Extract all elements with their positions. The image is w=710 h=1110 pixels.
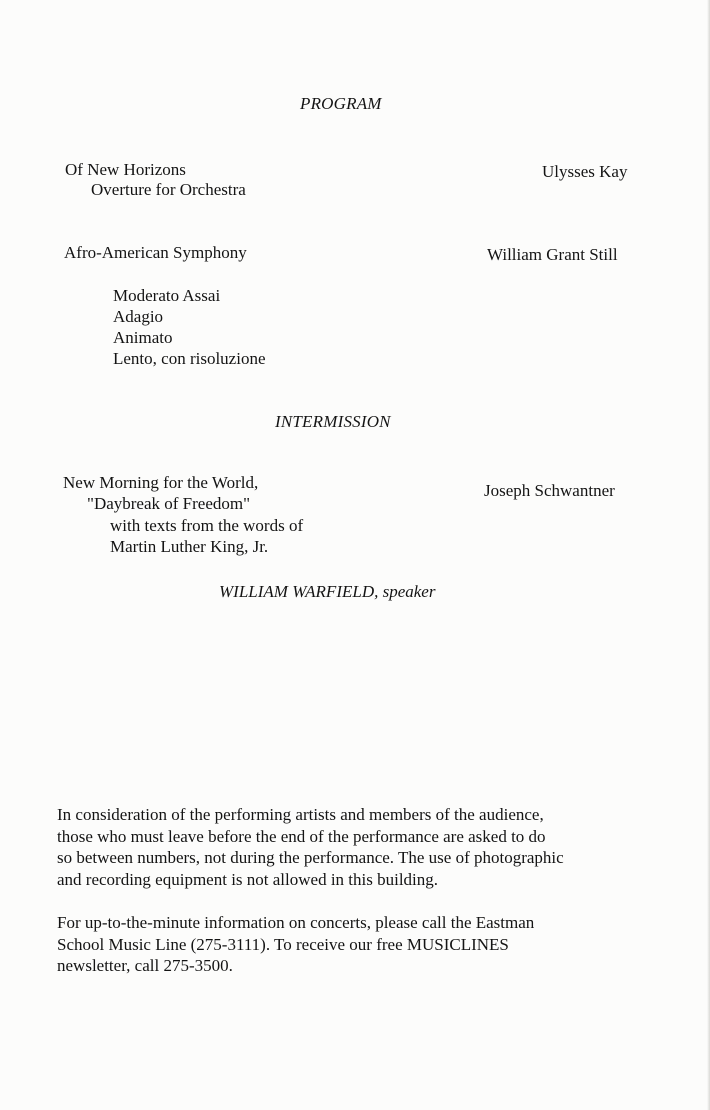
- movement-item: Adagio: [113, 307, 164, 326]
- movement-item: Lento, con risoluzione: [113, 349, 266, 368]
- notice-line: For up-to-the-minute information on concerts, please call the Eastman: [57, 913, 535, 932]
- movement-item: Moderato Assai: [113, 286, 221, 305]
- piece-1-subtitle: Overture for Orchestra: [91, 180, 246, 199]
- program-heading: PROGRAM: [300, 94, 382, 113]
- intermission-heading: INTERMISSION: [275, 412, 391, 431]
- notice-line: newsletter, call 275-3500.: [57, 956, 233, 975]
- movement-item: Animato: [113, 328, 173, 347]
- music-line-notice: [57, 912, 677, 977]
- notice-line: so between numbers, not during the performance. The use of photographic: [57, 848, 564, 867]
- notice-line: and recording equipment is not allowed in this building.: [57, 869, 439, 889]
- piece-3-note-line-1: with texts from the words of: [110, 516, 304, 535]
- notice-line: those who must leave before the end of the performance are asked to do: [57, 826, 546, 846]
- piece-3-subtitle: "Daybreak of Freedom": [87, 494, 251, 513]
- piece-2-movements: [113, 285, 266, 369]
- piece-2-composer: William Grant Still: [487, 245, 618, 264]
- piece-3-composer: Joseph Schwantner: [484, 481, 615, 500]
- notice-line: School Music Line (275-3111). To receive our free MUSICLINES: [57, 934, 509, 954]
- piece-1-title: Of New Horizons: [65, 160, 186, 179]
- piece-3-title: New Morning for the World,: [63, 473, 259, 492]
- speaker-name: WILLIAM WARFIELD,: [219, 582, 379, 601]
- piece-1-composer: Ulysses Kay: [542, 162, 628, 181]
- audience-notice: [57, 804, 677, 890]
- piece-2-title: Afro-American Symphony: [64, 243, 247, 262]
- speaker-role: speaker: [382, 582, 436, 601]
- notice-line: In consideration of the performing artists and members of the audience,: [57, 805, 544, 824]
- speaker-credit: [219, 582, 435, 602]
- piece-3-note-line-2: Martin Luther King, Jr.: [110, 537, 269, 556]
